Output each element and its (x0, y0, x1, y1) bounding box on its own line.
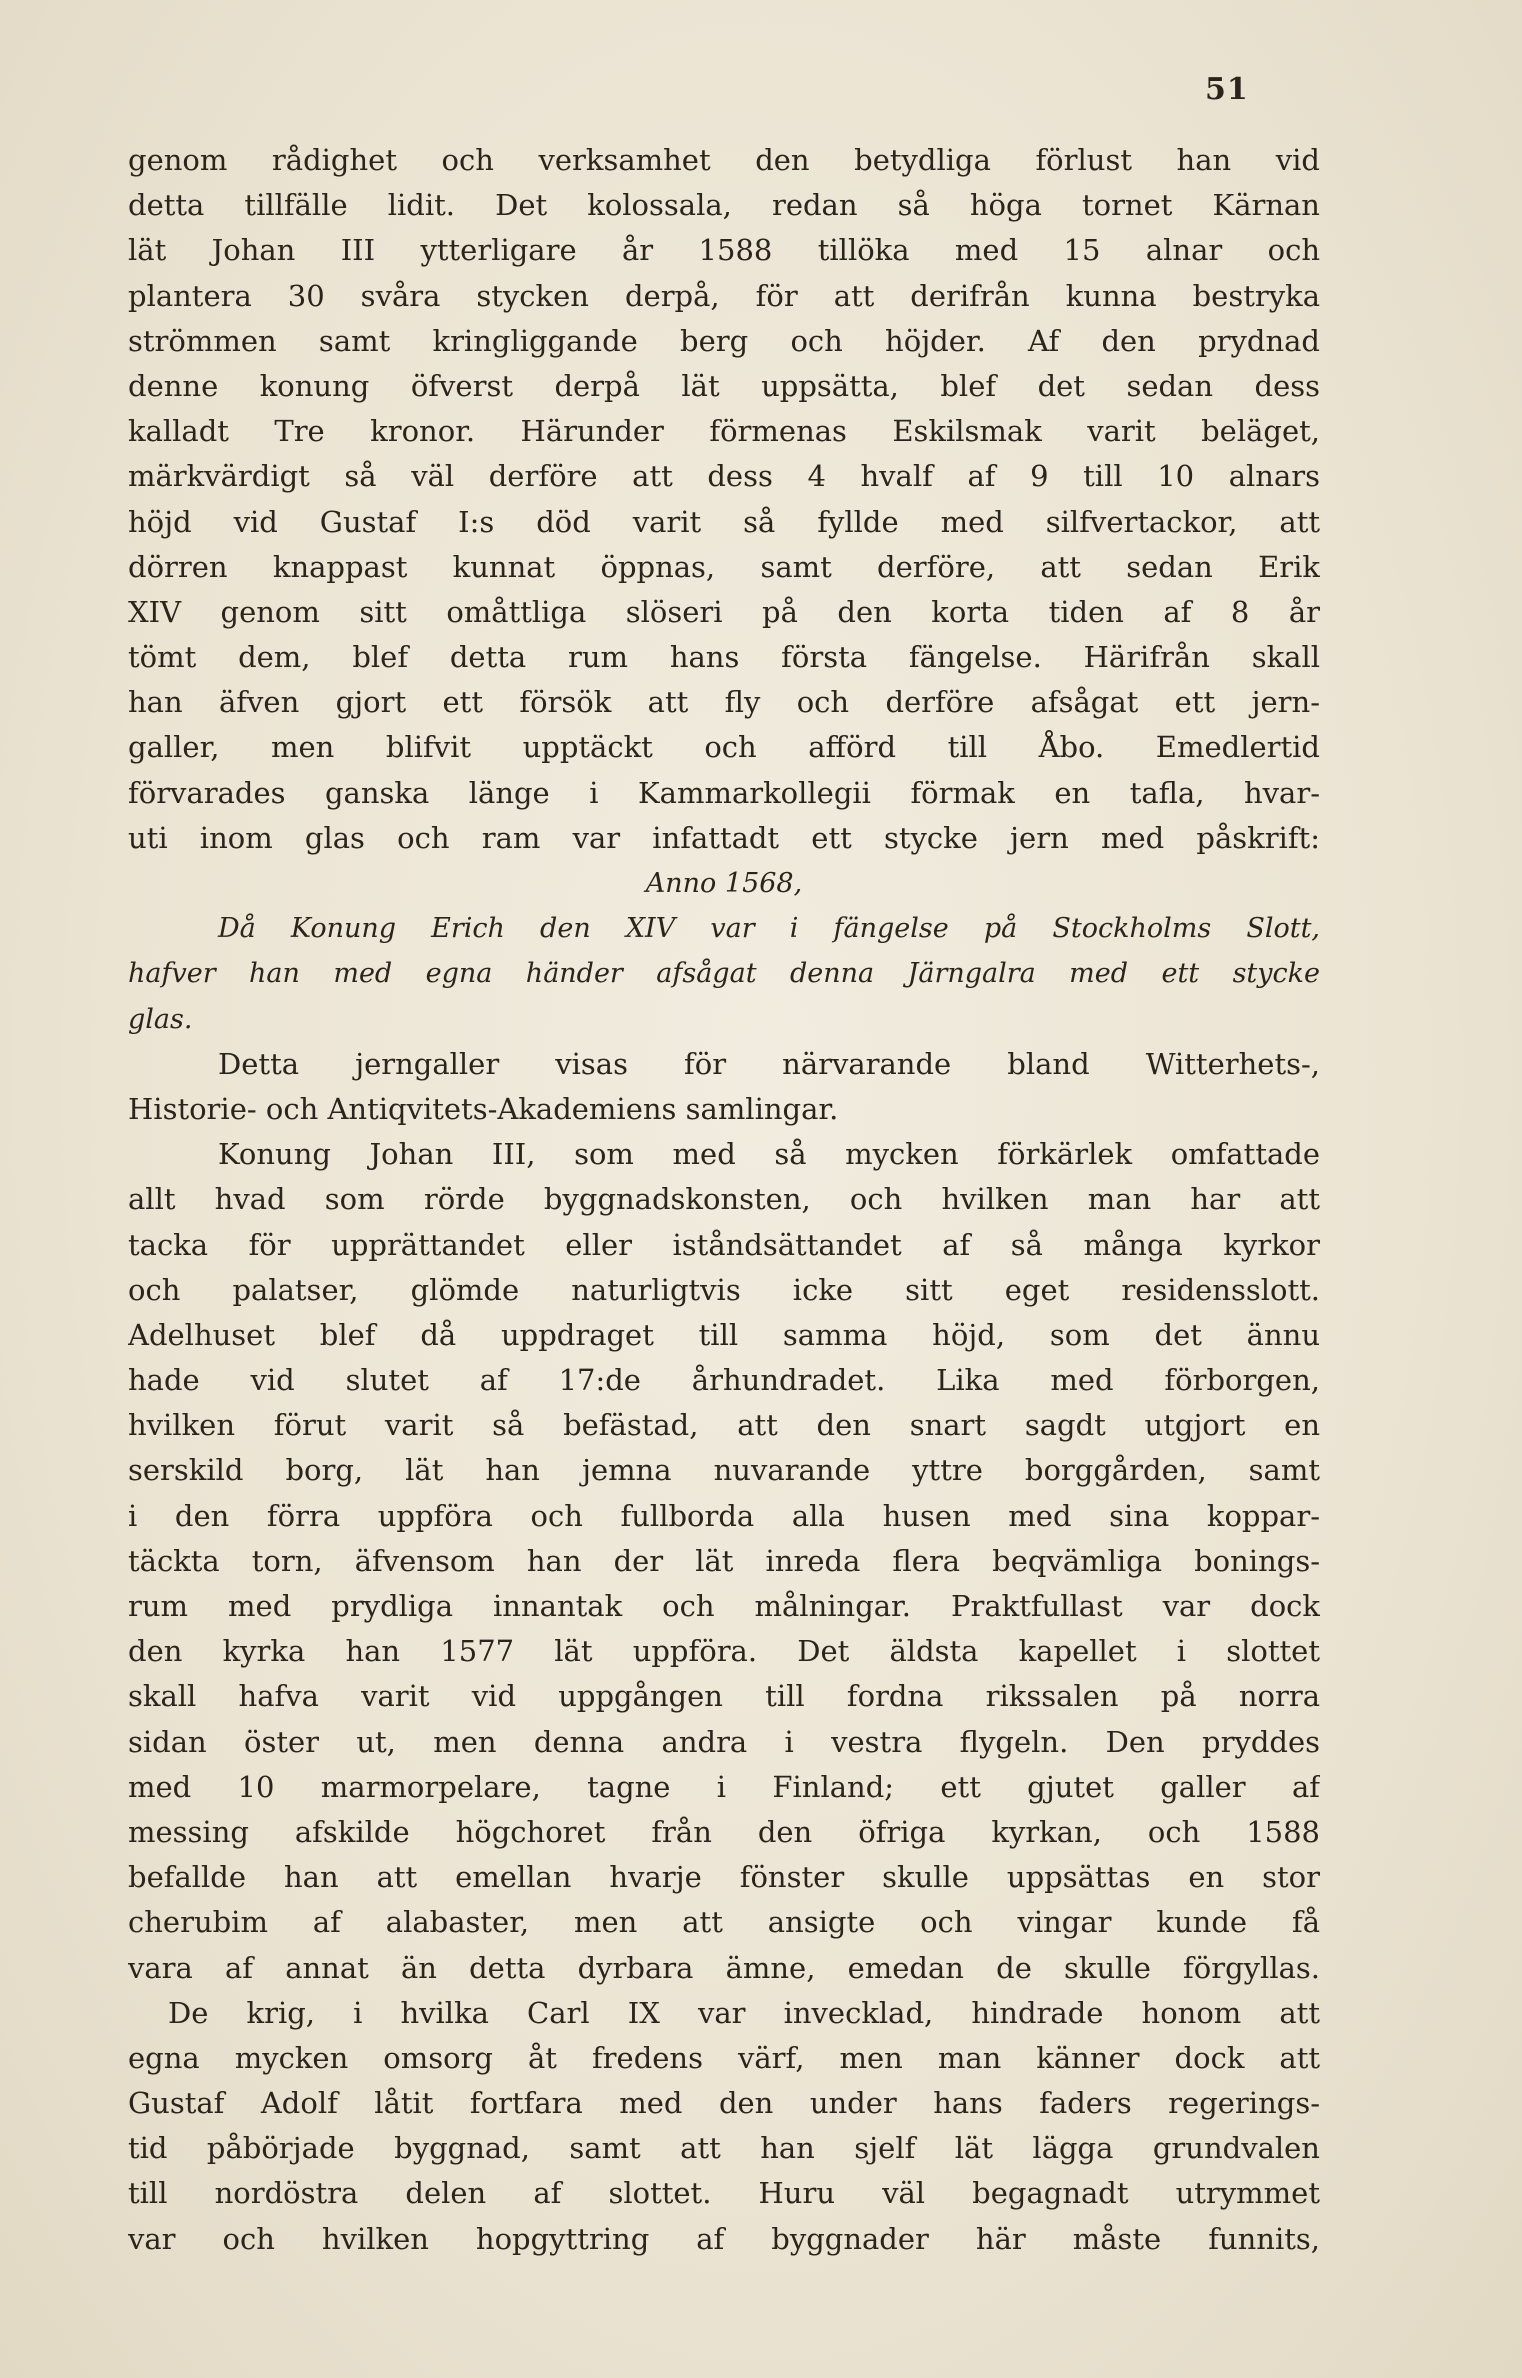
text-line: strömmen samt kringliggande berg och höjder. Af den prydnad (128, 323, 1320, 358)
text-line: detta tillfälle lidit. Det kolossala, redan så höga tornet Kärnan (128, 188, 1320, 223)
text-line: tacka för upprättandet eller iståndsättandet af så många kyrkor (128, 1227, 1320, 1262)
text-line: förvarades ganska länge i Kammarkollegii förmak en tafla, hvar- (128, 775, 1320, 810)
text-line: med 10 marmorpelare, tagne i Finland; ett gjutet galler af (128, 1769, 1320, 1804)
text-line: skall hafva varit vid uppgången till fordna rikssalen på norra (128, 1679, 1320, 1714)
inscription-line: glas. (128, 1003, 193, 1035)
text-line: Detta jerngaller visas för närvarande bland Witterhets-, (218, 1046, 1320, 1081)
text-line: De krig, i hvilka Carl IX var invecklad, hindrade honom att (168, 1995, 1320, 2030)
text-line: allt hvad som rörde byggnadskonsten, och hvilken man har att (128, 1182, 1320, 1217)
text-line: i den förra uppföra och fullborda alla husen med sina koppar- (128, 1498, 1320, 1533)
text-line: Gustaf Adolf låtit fortfara med den under hans faders regerings- (128, 2086, 1320, 2121)
text-line: Adelhuset blef då uppdraget till samma höjd, som det ännu (128, 1317, 1320, 1352)
inscription-line: Då Konung Erich den XIV var i fängelse på Stockholms Slott, (218, 913, 1320, 945)
text-line: hvilken förut varit så befästad, att den snart sagdt utgjort en (128, 1408, 1320, 1443)
text-line: befallde han att emellan hvarje fönster skulle uppsättas en stor (128, 1860, 1320, 1895)
body-text (128, 138, 1320, 2262)
text-line: den kyrka han 1577 lät uppföra. Det äldsta kapellet i slottet (128, 1634, 1320, 1669)
text-line: till nordöstra delen af slottet. Huru väl begagnadt utrymmet (128, 2176, 1320, 2211)
text-line: och palatser, glömde naturligtvis icke sitt eget residensslott. (128, 1272, 1320, 1307)
text-line: tid påbörjade byggnad, samt att han sjelf lät lägga grundvalen (128, 2131, 1320, 2166)
text-line: uti inom glas och ram var infattadt ett stycke jern med påskrift: (128, 820, 1320, 855)
inscription-date: Anno 1568, (645, 868, 803, 899)
text-line: lät Johan III ytterligare år 1588 tillöka med 15 alnar och (128, 233, 1320, 268)
text-line: höjd vid Gustaf I:s död varit så fyllde med silfvertackor, att (128, 504, 1320, 539)
text-line: rum med prydliga innantak och målningar. Praktfullast var dock (128, 1589, 1320, 1623)
text-line: galler, men blifvit upptäckt och afförd till Åbo. Emedlertid (128, 730, 1320, 765)
text-line: XIV genom sitt omåttliga slöseri på den korta tiden af 8 år (128, 594, 1320, 629)
text-line: genom rådighet och verksamhet den betydliga förlust han vid (128, 143, 1320, 177)
page-number: 51 (1205, 72, 1249, 107)
text-line: vara af annat än detta dyrbara ämne, emedan de skulle förgyllas. (128, 1950, 1320, 1985)
text-line: tömt dem, blef detta rum hans första fängelse. Härifrån skall (128, 640, 1320, 675)
text-line: hade vid slutet af 17:de århundradet. Lika med förborgen, (128, 1363, 1320, 1398)
text-line: täckta torn, äfvensom han der lät inreda flera beqvämliga bonings- (128, 1543, 1320, 1578)
text-line: Historie- och Antiqvitets-Akademiens samlingar. (128, 1091, 839, 1126)
text-line: denne konung öfverst derpå lät uppsätta, blef det sedan dess (128, 368, 1320, 403)
text-line: kalladt Tre kronor. Härunder förmenas Eskilsmak varit beläget, (128, 414, 1320, 449)
text-line: plantera 30 svåra stycken derpå, för att derifrån kunna bestryka (128, 278, 1320, 313)
text-line: var och hvilken hopgyttring af byggnader här måste funnits, (128, 2221, 1320, 2256)
text-line: märkvärdigt så väl derföre att dess 4 hvalf af 9 till 10 alnars (128, 459, 1320, 494)
text-line: sidan öster ut, men denna andra i vestra flygeln. Den pryddes (128, 1724, 1320, 1759)
text-line: messing afskilde högchoret från den öfriga kyrkan, och 1588 (128, 1814, 1320, 1849)
text-line: Konung Johan III, som med så mycken förkärlek omfattade (218, 1137, 1320, 1172)
text-line: serskild borg, lät han jemna nuvarande yttre borggården, samt (128, 1453, 1320, 1488)
text-line: cherubim af alabaster, men att ansigte och vingar kunde få (128, 1905, 1320, 1940)
inscription-line: hafver han med egna händer afsågat denna Järngalra med ett stycke (128, 958, 1320, 990)
text-line: egna mycken omsorg åt fredens värf, men man känner dock att (128, 2040, 1320, 2075)
text-line: han äfven gjort ett försök att fly och derföre afsågat ett jern- (128, 685, 1320, 720)
text-line: dörren knappast kunnat öppnas, samt derföre, att sedan Erik (128, 549, 1320, 584)
